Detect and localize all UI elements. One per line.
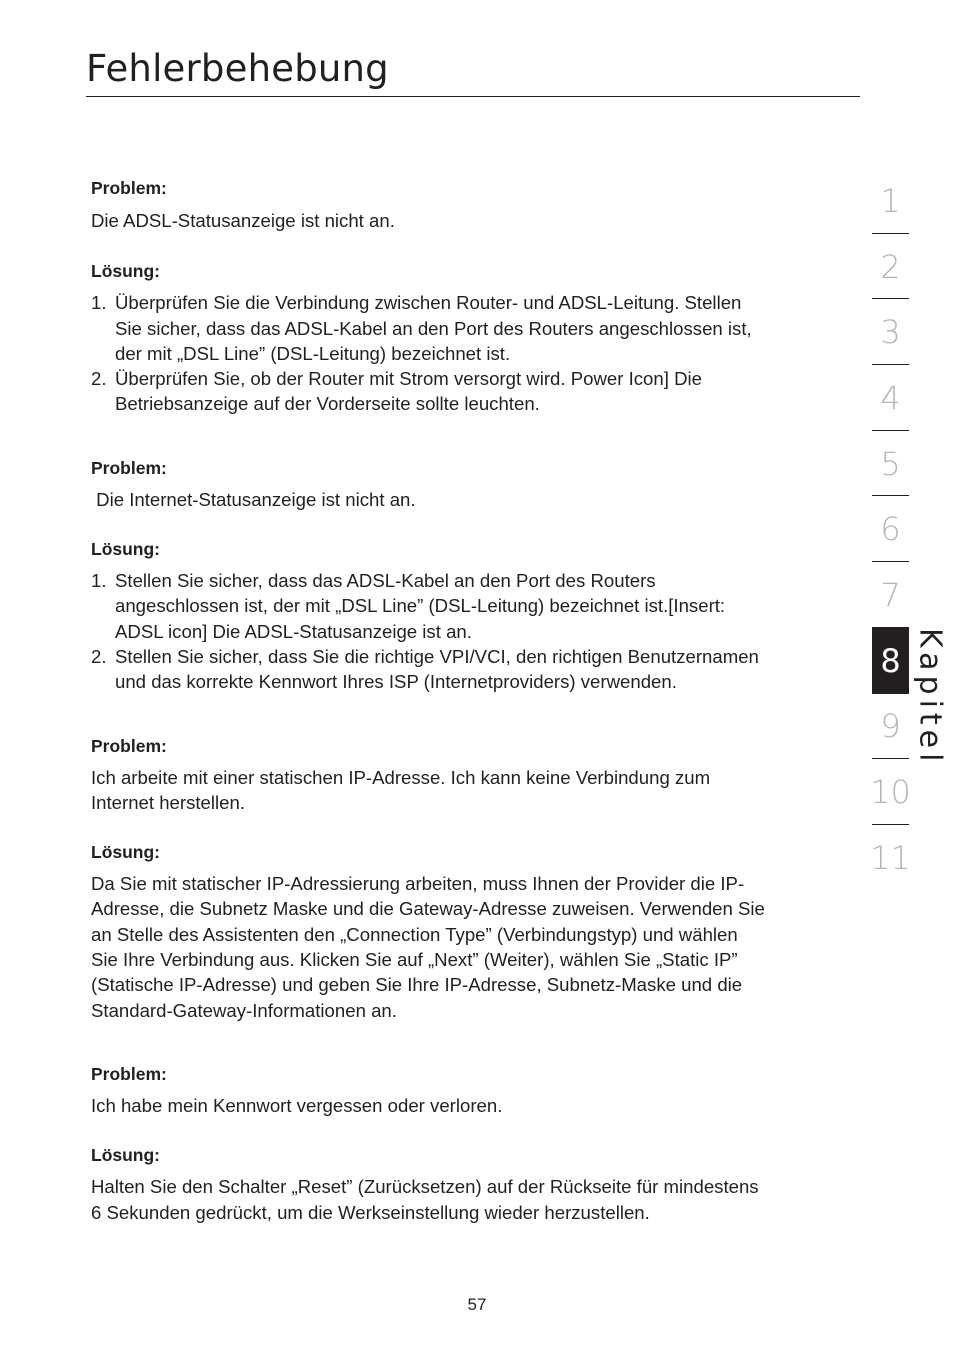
solution-step: 2. Stellen Sie sicher, dass Sie die richtige VPI/VCI, den richtigen Benutzernamen und das korrekte Kennwort Ihres ISP (Internetproviders) verwenden. bbox=[91, 645, 759, 693]
chapter-tab-3[interactable]: 3 bbox=[872, 299, 909, 365]
problem-label: Problem: bbox=[91, 178, 167, 198]
chapter-tab-9[interactable]: 9 bbox=[872, 694, 909, 760]
chapter-tab-6[interactable]: 6 bbox=[872, 496, 909, 562]
solution-steps bbox=[91, 568, 866, 694]
solution-label: Lösung: bbox=[91, 261, 161, 282]
chapter-tab-4[interactable]: 4 bbox=[872, 365, 909, 431]
problem-text: Die Internet-Statusanzeige ist nicht an. bbox=[91, 488, 416, 510]
solution-steps bbox=[91, 290, 866, 416]
chapter-tab-1[interactable]: 1 bbox=[872, 168, 909, 234]
problem-text: Die ADSL-Statusanzeige ist nicht an. bbox=[91, 210, 395, 231]
troubleshooting-content bbox=[91, 175, 866, 1225]
solution-label: Lösung: bbox=[91, 539, 161, 560]
page-title: Fehlerbehebung bbox=[86, 47, 389, 90]
solution-label: Lösung: bbox=[91, 1145, 161, 1166]
chapter-label: Kapitel bbox=[912, 628, 948, 767]
solution-text: Halten Sie den Schalter „Reset” (Zurücksetzen) auf der Rückseite für mindestens 6 Sekunden gedrückt, um die Werkseinstellung wieder herzustellen. bbox=[91, 1176, 759, 1223]
problem-text: Ich arbeite mit einer statischen IP-Adresse. Ich kann keine Verbindung zum bbox=[91, 766, 711, 788]
problem-label: Problem: bbox=[91, 1063, 167, 1084]
solution-step: 1. Stellen Sie sicher, dass das ADSL-Kabel an den Port des Routers angeschlossen ist, der mit „DSL Line” (DSL-Leitung) bezeichnet ist.[Insert: ADSL icon] Die ADSL-Statusanzeige ist an. bbox=[91, 570, 726, 642]
chapter-tab-8-active[interactable]: 8 bbox=[872, 628, 909, 694]
chapter-tab-10[interactable]: 10 bbox=[872, 759, 909, 825]
solution-label: Lösung: bbox=[91, 842, 161, 863]
page-number: 57 bbox=[467, 1295, 487, 1314]
solution-step: 2. Überprüfen Sie, ob der Router mit Strom versorgt wird. Power Icon] Die Betriebsanzeige auf der Vorderseite sollte leuchten. bbox=[91, 368, 702, 415]
chapter-tab-2[interactable]: 2 bbox=[872, 234, 909, 300]
solution-step: 1. Überprüfen Sie die Verbindung zwischen Router- und ADSL-Leitung. Stellen Sie sicher, dass das ADSL-Kabel an den Port des Routers angeschlossen ist, der mit „DSL Line” (DSL-Leitung) bezeichnet ist. bbox=[91, 292, 752, 364]
problem-text: Ich habe mein Kennwort vergessen oder verloren. bbox=[91, 1094, 503, 1116]
problem-label: Problem: bbox=[91, 457, 167, 478]
title-divider bbox=[86, 96, 860, 97]
chapter-tab-7[interactable]: 7 bbox=[872, 562, 909, 628]
chapter-tab-11[interactable]: 11 bbox=[870, 838, 911, 877]
chapter-nav bbox=[872, 168, 909, 891]
problem-label: Problem: bbox=[91, 735, 167, 756]
solution-text: Da Sie mit statischer IP-Adressierung arbeiten, muss Ihnen der Provider die IP- Adresse, die Subnetz Maske und die Gateway-Adresse zuweisen. Verwenden Sie an Stelle des Assistenten den „Connection Type” (Verbindungstyp) und wählen Sie Ihre Verbindung aus. Klicken Sie auf „Next” (Weiter), wählen Sie „Static IP” (Statische IP-Adresse) und geben Sie Ihre IP-Adresse, Subnetz-Maske und die Standard-Gateway-Informationen an. bbox=[91, 873, 765, 1021]
chapter-tab-5[interactable]: 5 bbox=[872, 431, 909, 497]
problem-text: Internet herstellen. bbox=[91, 791, 246, 813]
